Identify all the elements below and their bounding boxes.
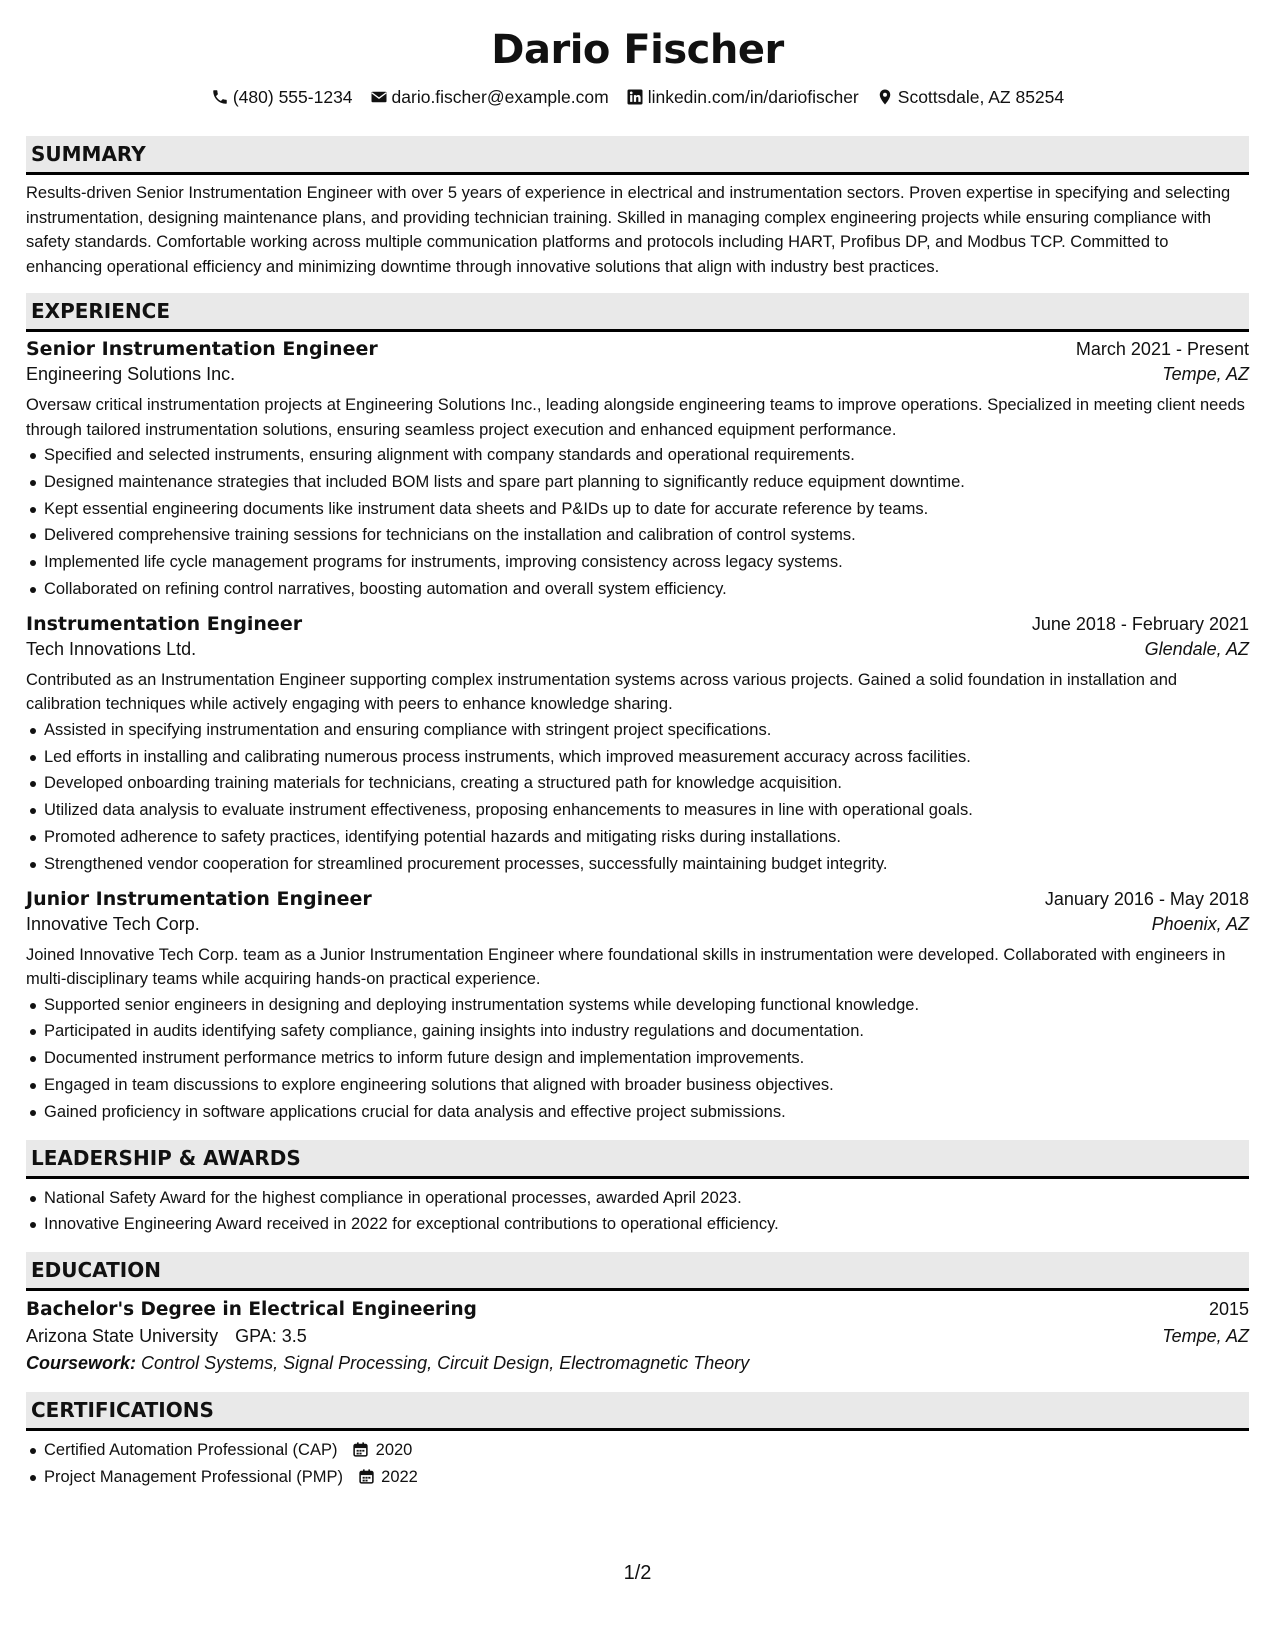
list-item: Assisted in specifying instrumentation and ensuring compliance with stringent project specifications.	[26, 717, 1249, 744]
list-item: Gained proficiency in software applications crucial for data analysis and effective project submissions.	[26, 1099, 1249, 1126]
job-bullets	[26, 992, 1249, 1126]
certification-year: 2020	[375, 1441, 413, 1460]
job-description: Joined Innovative Tech Corp. team as a Junior Instrumentation Engineer where foundational skills in instrumentation were developed. Collaborated with engineers in multi-disciplinary teams while acquiring hands-on practical experience.	[26, 945, 1226, 989]
list-item	[26, 1464, 1249, 1491]
job-2	[26, 613, 1249, 878]
calendar-icon	[358, 1467, 375, 1494]
phone-icon	[211, 88, 229, 106]
list-item: Led efforts in installing and calibrating numerous process instruments, which improved measurement accuracy across facilities.	[26, 744, 1249, 771]
certification-name: Project Management Professional (PMP)	[44, 1467, 343, 1486]
job-location: Glendale, AZ	[1144, 638, 1249, 659]
resume-page	[26, 0, 1249, 1491]
school-location: Tempe, AZ	[1162, 1326, 1249, 1347]
coursework-list: Control Systems, Signal Processing, Circuit Design, Electromagnetic Theory	[141, 1353, 750, 1374]
school-line	[26, 1326, 307, 1347]
summary-heading: SUMMARY	[26, 136, 1249, 175]
company-name: Engineering Solutions Inc.	[26, 364, 236, 384]
certifications-heading: CERTIFICATIONS	[26, 1392, 1249, 1431]
summary-text: Results-driven Senior Instrumentation Engineer with over 5 years of experience in electrical and instrumentation sectors. Proven expertise in specifying and selecting instrumentation, designing maintenance plans, and providing technician training. Skilled in managing complex engineering projects while ensuring compliance with safety standards. Comfortable working across multiple communication platforms and protocols including HART, Profibus DP, and Modbus TCP. Committed to enhancing operational efficiency and minimizing downtime through innovative solutions that align with industry best practices.	[26, 184, 1231, 276]
list-item: Utilized data analysis to evaluate instrument effectiveness, proposing enhancements to measures in line with operational goals.	[26, 797, 1249, 824]
awards-heading: LEADERSHIP & AWARDS	[26, 1140, 1249, 1179]
list-item: Kept essential engineering documents like instrument data sheets and P&IDs up to date for accurate reference by teams.	[26, 496, 1249, 523]
page-number: 1/2	[623, 1562, 652, 1584]
list-item: Strengthened vendor cooperation for streamlined procurement processes, successfully maintaining budget integrity.	[26, 851, 1249, 878]
contact-bar	[26, 84, 1249, 110]
awards-list	[26, 1185, 1249, 1239]
education-heading: EDUCATION	[26, 1252, 1249, 1291]
job-title: Instrumentation Engineer	[26, 612, 303, 635]
job-title: Junior Instrumentation Engineer	[26, 887, 372, 910]
job-location: Tempe, AZ	[1162, 364, 1249, 384]
list-item: Collaborated on refining control narratives, boosting automation and overall system efficiency.	[26, 576, 1249, 603]
list-item: Developed onboarding training materials for technicians, creating a structured path for knowledge acquisition.	[26, 770, 1249, 797]
company-name: Innovative Tech Corp.	[26, 913, 200, 934]
contact-phone: (480) 555-1234	[211, 84, 353, 110]
coursework-line	[26, 1353, 1249, 1374]
list-item: Participated in audits identifying safety compliance, gaining insights into industry regulations and documentation.	[26, 1018, 1249, 1045]
list-item: Innovative Engineering Award received in 2022 for exceptional contributions to operational efficiency.	[26, 1211, 1249, 1238]
job-dates: January 2016 - May 2018	[1044, 888, 1249, 909]
certification-year: 2022	[381, 1467, 418, 1486]
job-description: Oversaw critical instrumentation projects at Engineering Solutions Inc., leading alongside engineering teams to improve operations. Specialized in meeting client needs through tailored instrumentation solutions, ensuring seamless project execution and enhanced equipment performance.	[26, 396, 1245, 439]
certifications-list	[26, 1437, 1249, 1491]
degree-title: Bachelor's Degree in Electrical Engineering	[26, 1299, 477, 1321]
job-dates: June 2018 - February 2021	[1031, 613, 1249, 634]
job-location: Phoenix, AZ	[1151, 913, 1249, 934]
linkedin-icon	[626, 88, 644, 106]
contact-location: Scottsdale, AZ 85254	[876, 84, 1064, 110]
calendar-icon	[352, 1440, 369, 1467]
list-item: Promoted adherence to safety practices, identifying potential hazards and mitigating risks during installations.	[26, 824, 1249, 851]
job-dates: March 2021 - Present	[1075, 339, 1249, 359]
list-item: Designed maintenance strategies that included BOM lists and spare part planning to significantly reduce equipment downtime.	[26, 469, 1249, 496]
graduation-year: 2015	[1208, 1299, 1249, 1320]
list-item: Specified and selected instruments, ensuring alignment with company standards and operational requirements.	[26, 442, 1249, 469]
job-description: Contributed as an Instrumentation Engineer supporting complex instrumentation systems across various projects. Gained a solid foundation in installation and calibration techniques while actively engaging with peers to enhance knowledge sharing.	[26, 670, 1178, 714]
job-title: Senior Instrumentation Engineer	[26, 338, 378, 360]
contact-linkedin[interactable]: linkedin.com/in/dariofischer	[626, 84, 859, 110]
job-bullets	[26, 442, 1249, 603]
list-item: National Safety Award for the highest compliance in operational processes, awarded April 2023.	[26, 1185, 1249, 1212]
list-item: Implemented life cycle management programs for instruments, improving consistency across legacy systems.	[26, 549, 1249, 576]
list-item	[26, 1437, 1249, 1464]
job-3	[26, 888, 1249, 1126]
job-bullets	[26, 717, 1249, 878]
list-item: Engaged in team discussions to explore engineering solutions that aligned with broader business objectives.	[26, 1072, 1249, 1099]
gpa: GPA: 3.5	[235, 1326, 307, 1347]
envelope-icon	[370, 88, 388, 106]
job-1	[26, 338, 1249, 603]
list-item: Supported senior engineers in designing and deploying instrumentation systems while developing functional knowledge.	[26, 992, 1249, 1019]
certification-name: Certified Automation Professional (CAP)	[44, 1441, 338, 1460]
list-item: Delivered comprehensive training sessions for technicians on the installation and calibration of control systems.	[26, 522, 1249, 549]
list-item: Documented instrument performance metrics to inform future design and implementation improvements.	[26, 1045, 1249, 1072]
candidate-name: Dario Fischer	[491, 27, 784, 73]
map-pin-icon	[876, 88, 894, 106]
education-entry	[26, 1299, 1249, 1374]
coursework-label: Coursework:	[26, 1353, 137, 1374]
experience-heading: EXPERIENCE	[26, 293, 1249, 332]
company-name: Tech Innovations Ltd.	[26, 638, 197, 659]
contact-email[interactable]: dario.fischer@example.com	[370, 84, 609, 110]
school-name: Arizona State University	[26, 1326, 219, 1347]
